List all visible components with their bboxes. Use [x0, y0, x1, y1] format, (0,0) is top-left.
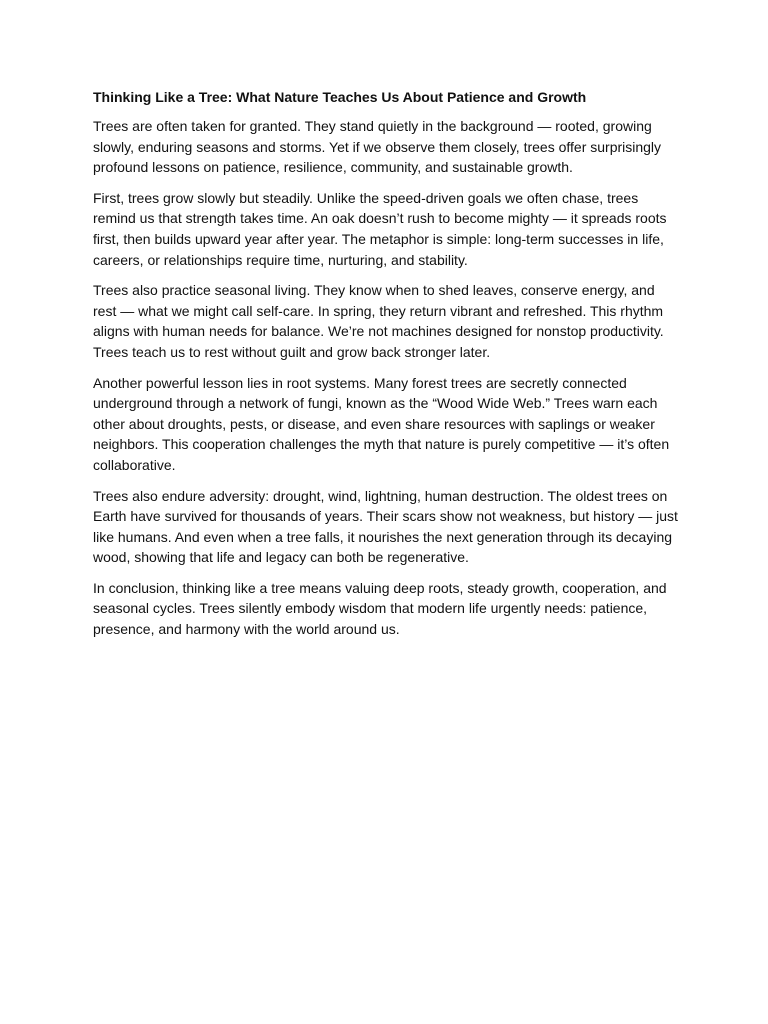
paragraph-root-systems: Another powerful lesson lies in root systems. Many forest trees are secretly connected underground through a network of fungi, known as the “Wood Wide Web.” Trees warn each other about droughts, pests, or disease, and even share resources with saplings or weaker neighbors. This cooperation challenges the myth that nature is purely competitive — it’s often collaborative. [93, 374, 670, 473]
paragraph-intro: Trees are often taken for granted. They stand quietly in the background — rooted, growing slowly, enduring seasons and storms. Yet if we observe them closely, trees offer surprisingly profound lessons on patience, resilience, community, and sustainable growth. [93, 118, 662, 176]
document-title: Thinking Like a Tree: What Nature Teaches Us About Patience and Growth [93, 89, 587, 105]
paragraph-slow-growth: First, trees grow slowly but steadily. Unlike the speed-driven goals we often chase, trees remind us that strength takes time. An oak doesn’t rush to become mighty — it spreads roots first, then builds upward year after year. The metaphor is simple: long-term successes in life, careers, or relationships require time, nurturing, and stability. [93, 189, 667, 268]
paragraph-seasonal-living: Trees also practice seasonal living. They know when to shed leaves, conserve energy, and rest — what we might call self-care. In spring, they return vibrant and refreshed. This rhythm aligns with human needs for balance. We’re not machines designed for nonstop productivity. Trees teach us to rest without guilt and grow back stronger later. [93, 282, 664, 360]
paragraph-conclusion: In conclusion, thinking like a tree means valuing deep roots, steady growth, cooperation, and seasonal cycles. Trees silently embody wisdom that modern life urgently needs: patience, presence, and harmony with the world around us. [93, 579, 667, 638]
paragraph-adversity: Trees also endure adversity: drought, wind, lightning, human destruction. The oldest trees on Earth have survived for thousands of years. Their scars show not weakness, but history — just like humans. And even when a tree falls, it nourishes the next generation through its decaying wood, showing that life and legacy can both be regenerative. [93, 487, 678, 566]
document-page [93, 87, 681, 650]
